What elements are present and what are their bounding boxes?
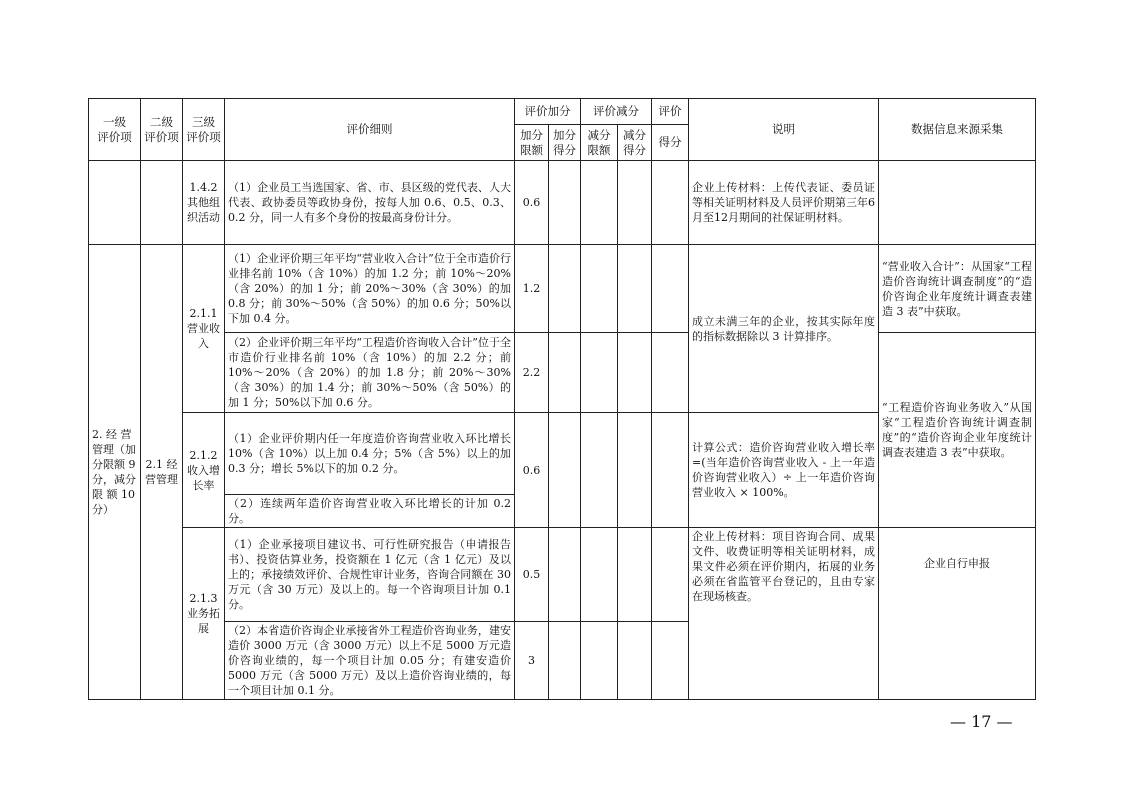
sub-score-cell [618, 622, 652, 700]
header-level2: 二级 评价项 [141, 99, 183, 161]
header-detail: 评价细则 [225, 99, 515, 161]
eval-score-cell [652, 622, 689, 700]
detail-2-1-1-b: （2）企业评价期三年平均“工程造价咨询收入合计”位于全市造价行业排名前 10%（含 10%）的加 2.2 分；前 10%～20%（含 20%）的加 1.8 分；前 20%～30%（含 30%）的加 1.4 分；前 30%～50%（含 50%）的加 1 分；50%以下加 0.6 分。 [225, 333, 515, 413]
header-add-group: 评价加分 [515, 99, 581, 125]
detail-2-1-3-a: （1）企业承接项目建议书、可行性研究报告（申请报告书）、投资估算业务，投资额在 1 亿元（含 1 亿元）及以上的；承接绩效评价、合规性审计业务，咨询合同额在 30 万元（含 30 万元）及以上的。每一个咨询项目计加 0.1 分。 [225, 528, 515, 622]
eval-score-cell [652, 333, 689, 413]
add-limit-2-1-3-a: 0.5 [515, 528, 549, 622]
level2-empty [141, 161, 183, 245]
header-row-top [89, 99, 1036, 125]
header-eval-top: 评价 [652, 99, 689, 125]
table-row-2-1-1-b [89, 333, 1036, 413]
add-limit-2-1-1-b: 2.2 [515, 333, 549, 413]
level3-2-1-3: 2.1.3 业务拓 展 [183, 528, 225, 700]
table-row-2-1-3-a [89, 528, 1036, 622]
detail-2-1-2-a: （1）企业评价期内任一年度造价咨询营业收入环比增长 10%（含 10%）以上加 0.4 分；5%（含 5%）以上的加 0.3 分；增长 5%以下的加 0.2 分。 [225, 413, 515, 495]
add-score-cell [549, 413, 581, 528]
sub-score-cell [618, 528, 652, 622]
evaluation-table [88, 98, 1036, 700]
sub-limit-cell [581, 245, 618, 333]
sub-score-cell [618, 245, 652, 333]
source-cell [879, 161, 1036, 245]
header-level1: 一级 评价项 [89, 99, 141, 161]
level2-business-management: 2.1 经 营管理 [141, 245, 183, 700]
source-2-1-1-a: “营业收入合计”：从国家“工程造价咨询统计调查制度”的“造价咨询企业年度统计调查表建造 3 表”中获取。 [879, 245, 1036, 333]
header-eval-score: 得分 [652, 125, 689, 161]
eval-score-cell [652, 413, 689, 528]
sub-limit-cell [581, 413, 618, 528]
header-add-score: 加分 得分 [549, 125, 581, 161]
table-row-1-4-2 [89, 161, 1036, 245]
sub-limit-cell [581, 161, 618, 245]
header-source: 数据信息来源采集 [879, 99, 1036, 161]
sub-score-cell [618, 333, 652, 413]
header-note: 说明 [689, 99, 879, 161]
sub-limit-cell [581, 622, 618, 700]
add-limit-1-4-2: 0.6 [515, 161, 549, 245]
page-number: — 17 — [950, 712, 1013, 731]
header-sub-score: 减分 得分 [618, 125, 652, 161]
add-score-cell [549, 161, 581, 245]
detail-2-1-1-a: （1）企业评价期三年平均“营业收入合计”位于全市造价行业排名前 10%（含 10%）的加 1.2 分；前 10%～20%（含 20%）的加 1 分；前 20%～30%（含 30%）的加 0.8 分；前 30%～50%（含 50%）的加 0.6 分；50%以下加 0.4 分。 [225, 245, 515, 333]
level3-2-1-2: 2.1.2 收入增 长率 [183, 413, 225, 528]
note-2-1-2: 计算公式：造价咨询营业收入增长率=(当年造价咨询营业收入 - 上一年造价咨询营业收入）÷ 上一年造价咨询营业收入 × 100%。 [689, 413, 879, 528]
table-row-2-1-1-a [89, 245, 1036, 333]
eval-score-cell [652, 161, 689, 245]
header-level3: 三级 评价项 [183, 99, 225, 161]
note-2-1-3: 企业上传材料：项目咨询合同、成果文件、收费证明等相关证明材料，成果文件必须在评价期内，拓展的业务必须在省监管平台登记的，且由专家在现场核查。 [689, 528, 879, 700]
eval-score-cell [652, 528, 689, 622]
add-limit-2-1-1-a: 1.2 [515, 245, 549, 333]
add-score-cell [549, 528, 581, 622]
detail-2-1-2-b: （2）连续两年造价咨询营业收入环比增长的计加 0.2 分。 [225, 495, 515, 528]
sub-limit-cell [581, 333, 618, 413]
note-2-1-1: 成立未满三年的企业，按其实际年度的指标数据除以 3 计算排序。 [689, 245, 879, 413]
add-score-cell [549, 333, 581, 413]
header-sub-group: 评价减分 [581, 99, 652, 125]
header-sub-limit: 减分 限额 [581, 125, 618, 161]
add-limit-2-1-2: 0.6 [515, 413, 549, 528]
sub-score-cell [618, 161, 652, 245]
source-2-1-3: 企业自行申报 [879, 528, 1036, 700]
sub-score-cell [618, 413, 652, 528]
level3-1-4-2: 1.4.2 其他组 织活动 [183, 161, 225, 245]
add-score-cell [549, 245, 581, 333]
header-add-limit: 加分 限额 [515, 125, 549, 161]
sub-limit-cell [581, 528, 618, 622]
level3-2-1-1: 2.1.1 营业收 入 [183, 245, 225, 413]
level1-business-management: 2. 经 营 管理（加 分限额 9 分，减分 限 额 10 分） [89, 245, 141, 700]
source-2-1-1-b: “工程造价咨询业务收入”从国家“工程造价咨询统计调查制度”的“造价咨询企业年度统计调查表建造 3 表”中获取。 [879, 333, 1036, 528]
add-score-cell [549, 622, 581, 700]
add-limit-2-1-3-b: 3 [515, 622, 549, 700]
eval-score-cell [652, 245, 689, 333]
detail-2-1-3-b: （2）本省造价咨询企业承接省外工程造价咨询业务，建安造价 3000 万元（含 3000 万元）以上不足 5000 万元造价咨询业绩的，每一个项目计加 0.05 分；有建安造价 5000 万元（含 5000 万元）及以上造价咨询业绩的，每一个项目计加 0.1 分。 [225, 622, 515, 700]
level1-empty [89, 161, 141, 245]
note-1-4-2: 企业上传材料：上传代表证、委员证等相关证明材料及人员评价期第三年6月至12月期间的社保证明材料。 [689, 161, 879, 245]
detail-1-4-2: （1）企业员工当选国家、省、市、县区级的党代表、人大代表、政协委员等政协身份，按每人加 0.6、0.5、0.3、0.2 分，同一人有多个身份的按最高身份计分。 [225, 161, 515, 245]
